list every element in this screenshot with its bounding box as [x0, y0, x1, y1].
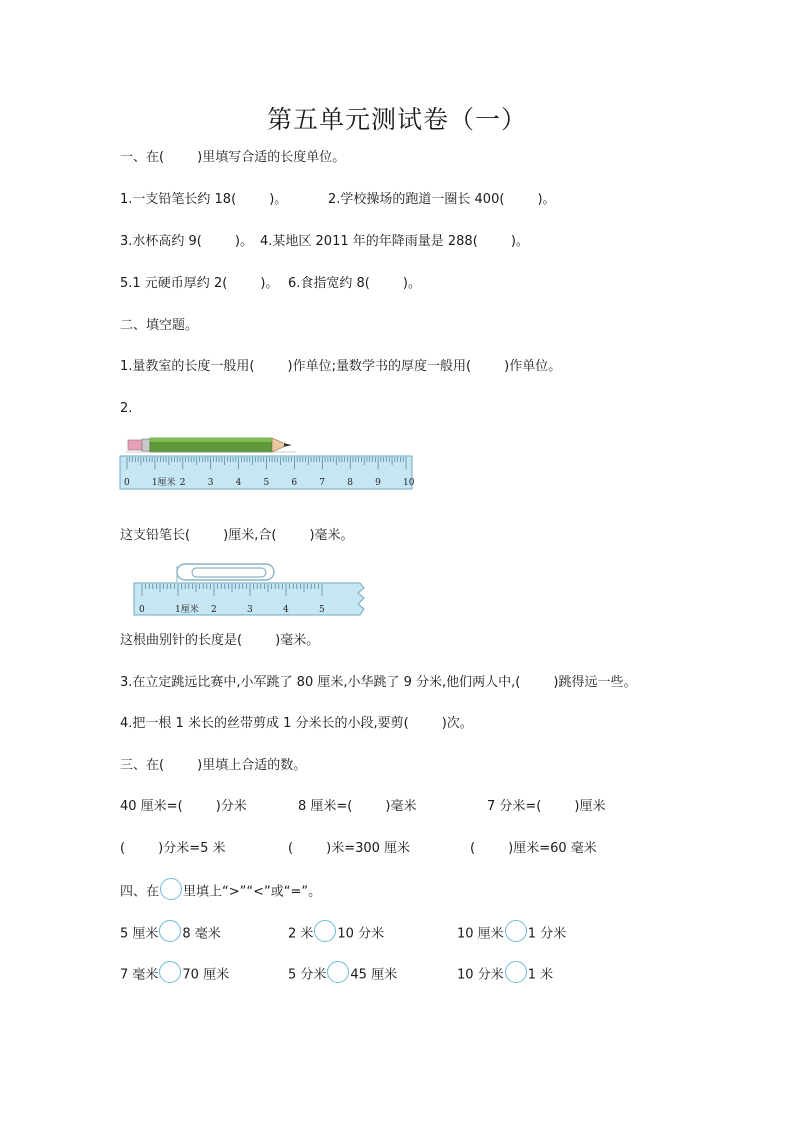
compare-r1-c1 [120, 926, 221, 943]
section2-q1: 1.量教室的长度一般用( )作单位;量数学书的厚度一般用( )作单位。 [120, 359, 562, 374]
ruler-label: 2 [179, 478, 186, 488]
compare-right: 1 米 [527, 967, 554, 983]
compare-left: 10 厘米 [457, 926, 504, 942]
compare-circle-icon [160, 878, 182, 900]
compare-right: 8 毫米 [182, 926, 221, 942]
compare-r1-c2 [288, 926, 384, 943]
section3-r1-c3: 7 分米=( )厘米 [487, 799, 606, 814]
compare-left: 5 分米 [288, 967, 327, 983]
section3-r2-c2: ( )米=300 厘米 [288, 841, 411, 856]
section2-q2b-text: 这根曲别针的长度是( )毫米。 [120, 633, 320, 648]
section3-r1-c1: 40 厘米=( )分米 [120, 799, 247, 814]
compare-r2-c2 [288, 967, 397, 984]
section2-q4: 4.把一根 1 米长的丝带剪成 1 分米长的小段,要剪( )次。 [120, 716, 473, 731]
section4-heading-pre: 四、在 [120, 884, 160, 900]
ruler-label: 1厘米 [175, 605, 199, 615]
ruler-label: 0 [139, 605, 145, 615]
ruler-label: 3 [207, 478, 214, 488]
ruler-label: 5 [319, 605, 325, 615]
ruler-label: 4 [283, 605, 289, 615]
answer-circle[interactable] [505, 961, 527, 983]
pencil-icon [126, 438, 296, 452]
pencil-ruler-figure [116, 432, 416, 494]
ruler-label: 1厘米 [151, 478, 176, 488]
compare-right: 1 分米 [527, 926, 567, 942]
compare-left: 7 毫米 [120, 967, 159, 983]
ruler-label: 2 [211, 605, 217, 615]
compare-r1-c3 [457, 926, 566, 943]
section1-q3: 3.水杯高约 9( )。 [120, 234, 254, 249]
ruler-label: 9 [375, 478, 381, 488]
compare-r2-c3 [457, 967, 553, 984]
section2-q2-text: 这支铅笔长( )厘米,合( )毫米。 [120, 528, 354, 543]
section1-heading: 一、在( )里填写合适的长度单位。 [120, 150, 346, 165]
answer-circle[interactable] [159, 920, 181, 942]
compare-left: 2 米 [288, 926, 314, 942]
ruler-label: 8 [347, 478, 353, 488]
section3-heading: 三、在( )里填上合适的数。 [120, 758, 307, 773]
answer-circle[interactable] [327, 961, 349, 983]
section1-q6: 6.食指宽约 8( )。 [288, 276, 422, 291]
section2-q2-label: 2. [120, 401, 133, 416]
ruler-label: 7 [319, 478, 326, 488]
ruler-label: 6 [291, 478, 298, 488]
compare-right: 10 分米 [337, 926, 385, 942]
paperclip-ruler-figure [130, 560, 375, 618]
compare-left: 5 厘米 [120, 926, 159, 942]
section4-heading [120, 884, 321, 901]
section1-q1: 1.一支铅笔长约 18( )。 [120, 192, 288, 207]
ruler-label: 5 [263, 478, 270, 488]
section4-heading-post: 里填上“>”“<”或“=”。 [183, 884, 322, 900]
answer-circle[interactable] [505, 920, 527, 942]
compare-right: 70 厘米 [182, 967, 230, 983]
answer-circle[interactable] [159, 961, 181, 983]
ruler-label: 4 [235, 478, 242, 488]
ruler-label: 3 [247, 605, 253, 615]
section1-q2: 2.学校操场的跑道一圈长 400( )。 [328, 192, 556, 207]
answer-circle[interactable] [314, 920, 336, 942]
section1-q5: 5.1 元硬币厚约 2( )。 [120, 276, 279, 291]
section2-q3: 3.在立定跳远比赛中,小军跳了 80 厘米,小华跳了 9 分米,他们两人中,( )跳得远一些。 [120, 675, 637, 690]
ruler-label: 0 [124, 478, 130, 488]
section3-r2-c1: ( )分米=5 米 [120, 841, 226, 856]
section2-heading: 二、填空题。 [120, 318, 199, 333]
paperclip-icon [177, 564, 274, 582]
compare-right: 45 厘米 [350, 967, 398, 983]
page-title: 第五单元测试卷（一） [266, 105, 527, 134]
section3-r2-c3: ( )厘米=60 毫米 [470, 841, 597, 856]
section3-r1-c2: 8 厘米=( )毫米 [298, 799, 417, 814]
section1-q4: 4.某地区 2011 年的年降雨量是 288( )。 [260, 234, 529, 249]
compare-left: 10 分米 [457, 967, 504, 983]
compare-r2-c1 [120, 967, 229, 984]
ruler-label: 10 [403, 478, 415, 488]
